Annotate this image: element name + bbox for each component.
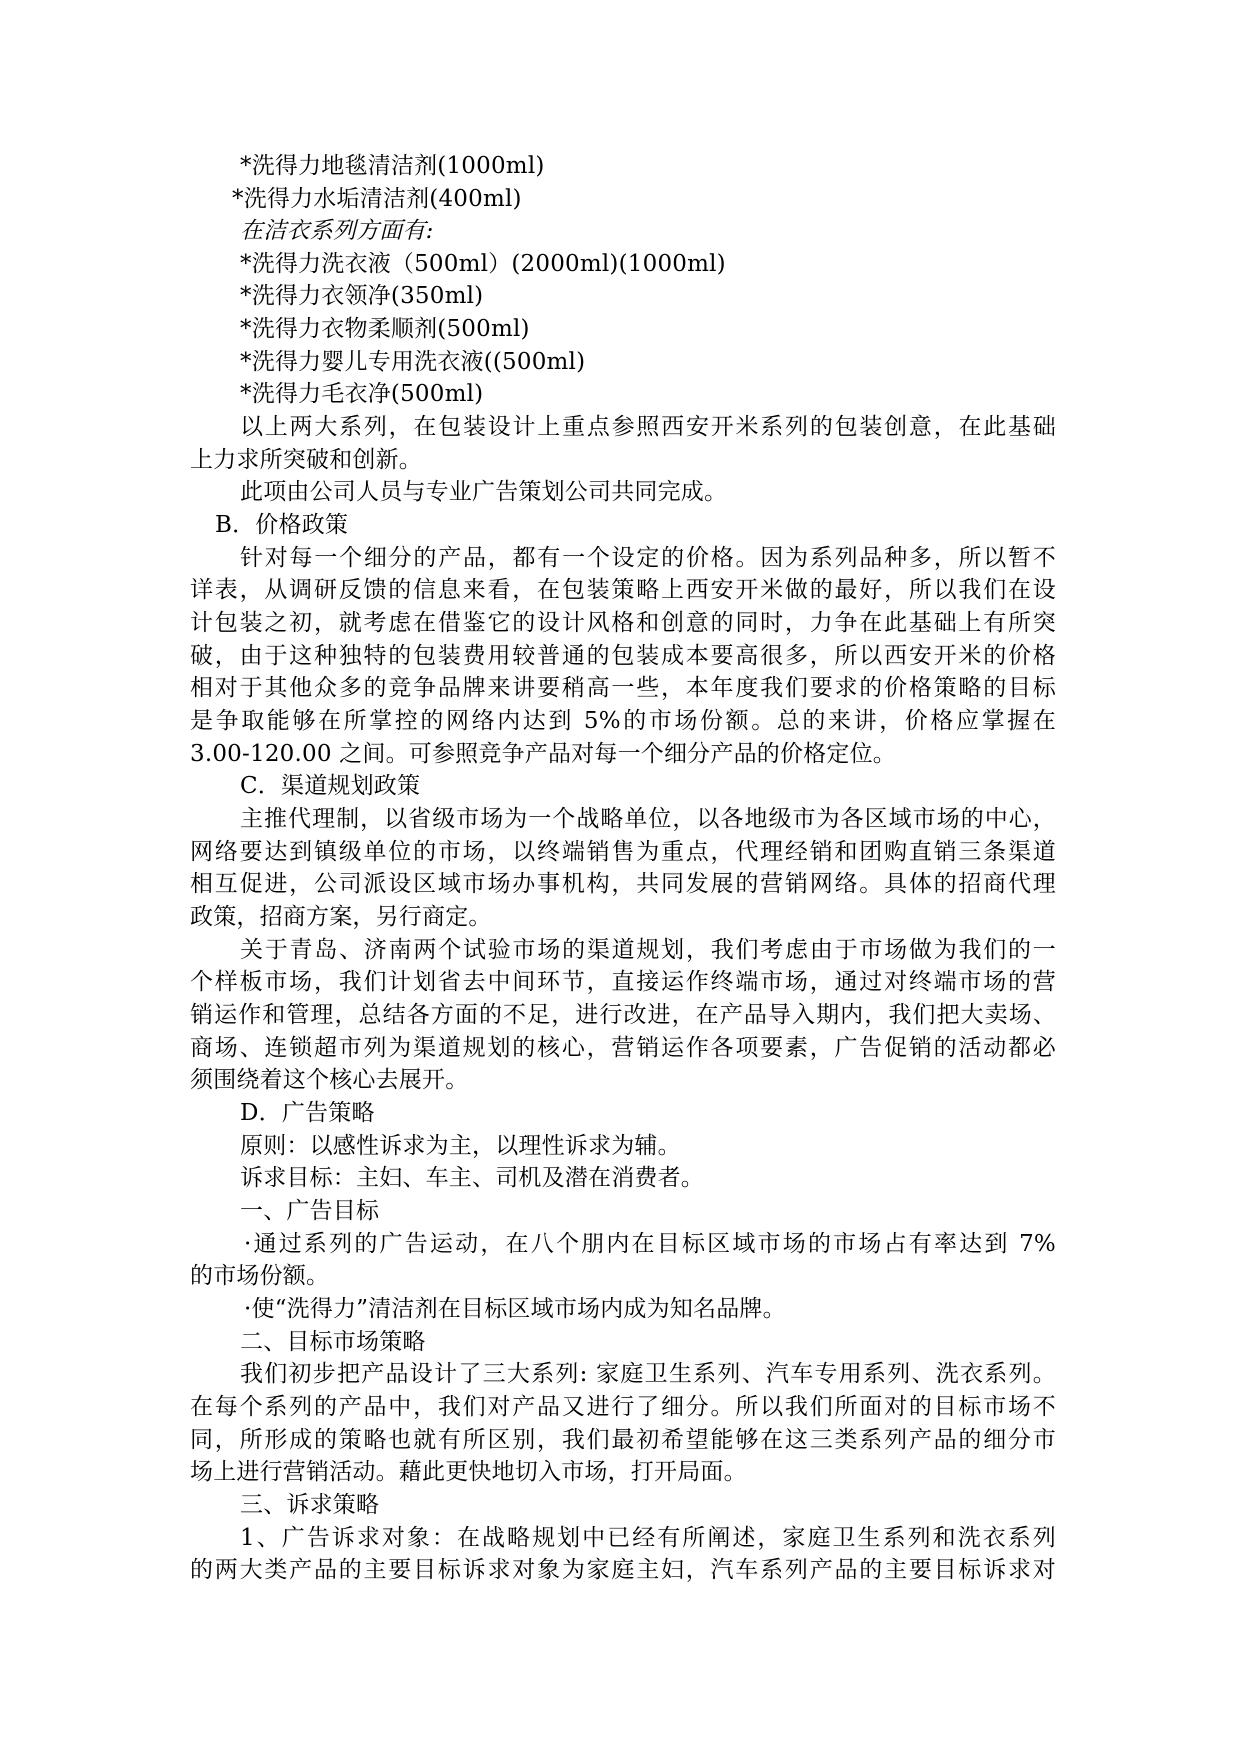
paragraph-line: 关于青岛、济南两个试验市场的渠道规划，我们考虑由于市场做为我们的一 <box>240 937 1056 963</box>
paragraph-line: 3.00-120.00 之间。可参照竞争产品对每一个细分产品的价格定位。 <box>190 741 896 767</box>
subsection-heading: 二、目标市场策略 <box>240 1329 426 1355</box>
paragraph-line: 原则：以感性诉求为主，以理性诉求为辅。 <box>240 1133 681 1159</box>
subsection-heading: 三、诉求策略 <box>240 1492 380 1518</box>
paragraph-line: 网络要达到镇级单位的市场，以终端销售为重点，代理经销和团购直销三条渠道 <box>190 839 1056 865</box>
paragraph-line: 个样板市场，我们计划省去中间环节，直接运作终端市场，通过对终端市场的营 <box>190 969 1056 995</box>
paragraph-line: 相互促进，公司派设区域市场办事机构，共同发展的营销网络。具体的招商代理 <box>190 871 1056 897</box>
paragraph-line: 政策，招商方案，另行商定。 <box>190 904 492 930</box>
paragraph-line: 计包装之初，就考虑在借鉴它的设计风格和创意的同时，力争在此基础上有所突 <box>190 610 1056 636</box>
paragraph-line: 的两大类产品的主要目标诉求对象为家庭主妇，汽车系列产品的主要目标诉求对 <box>190 1557 1056 1583</box>
section-heading: C．渠道规划政策 <box>240 773 421 799</box>
paragraph-line: 诉求目标：主妇、车主、司机及潜在消费者。 <box>240 1165 704 1191</box>
section-intro: 在洁衣系列方面有: <box>240 218 434 244</box>
paragraph-line: 须围绕着这个核心去展开。 <box>190 1067 469 1093</box>
text-line: *洗得力水垢清洁剂(400ml) <box>232 186 522 212</box>
paragraph-line: 相对于其他众多的竞争品牌来讲要稍高一些，本年度我们要求的价格策略的目标 <box>190 675 1056 701</box>
text-line: *洗得力地毯清洁剂(1000ml) <box>240 153 545 179</box>
paragraph-line: 此项由公司人员与专业广告策划公司共同完成。 <box>240 479 728 505</box>
paragraph-line: 销运作和管理，总结各方面的不足，进行改进，在产品导入期内，我们把大卖场、 <box>190 1002 1056 1028</box>
subsection-heading: 一、广告目标 <box>240 1198 380 1224</box>
text-line: *洗得力衣物柔顺剂(500ml) <box>240 316 530 342</box>
paragraph-line: 在每个系列的产品中，我们对产品又进行了细分。所以我们所面对的目标市场不 <box>190 1394 1056 1420</box>
paragraph-line: 以上两大系列，在包装设计上重点参照西安开米系列的包装创意，在此基础 <box>240 414 1056 440</box>
paragraph-line: 上力求所突破和创新。 <box>190 447 422 473</box>
paragraph-line: 场上进行营销活动。藉此更快地切入市场，打开局面。 <box>190 1459 747 1485</box>
bullet-line: ·使“洗得力”清洁剂在目标区域市场内成为知名品牌。 <box>244 1296 786 1322</box>
text-line: *洗得力婴儿专用洗衣液((500ml) <box>240 349 586 375</box>
paragraph-line: 破，由于这种独特的包装费用较普通的包装成本要高很多，所以西安开米的价格 <box>190 643 1056 669</box>
paragraph-line: 详表，从调研反馈的信息来看，在包装策略上西安开米做的最好，所以我们在设 <box>190 577 1056 603</box>
section-heading: D．广告策略 <box>240 1100 375 1126</box>
paragraph-line: 的市场份额。 <box>190 1263 330 1289</box>
paragraph-line: 是争取能够在所掌控的网络内达到 5%的市场份额。总的来讲，价格应掌握在 <box>190 708 1056 734</box>
paragraph-line: 同，所形成的策略也就有所区别，我们最初希望能够在这三类系列产品的细分市 <box>190 1427 1056 1453</box>
text-line: *洗得力毛衣净(500ml) <box>240 381 484 407</box>
text-line: *洗得力衣领净(350ml) <box>240 283 484 309</box>
paragraph-line: 我们初步把产品设计了三大系列: 家庭卫生系列、汽车专用系列、洗衣系列。 <box>240 1361 1056 1387</box>
paragraph-line: 针对每一个细分的产品，都有一个设定的价格。因为系列品种多，所以暂不 <box>240 545 1056 571</box>
text-line: *洗得力洗衣液（500ml）(2000ml)(1000ml) <box>240 251 726 277</box>
paragraph-line: 主推代理制，以省级市场为一个战略单位，以各地级市为各区域市场的中心， <box>240 806 1056 832</box>
bullet-line: ·通过系列的广告运动，在八个朋内在目标区域市场的市场占有率达到 7% <box>244 1231 1056 1257</box>
paragraph-line: 1、广告诉求对象：在战略规划中已经有所阐述，家庭卫生系列和洗衣系列 <box>240 1525 1056 1551</box>
paragraph-line: 商场、连锁超市列为渠道规划的核心，营销运作各项要素，广告促销的活动都必 <box>190 1035 1056 1061</box>
section-heading: B．价格政策 <box>215 512 349 538</box>
